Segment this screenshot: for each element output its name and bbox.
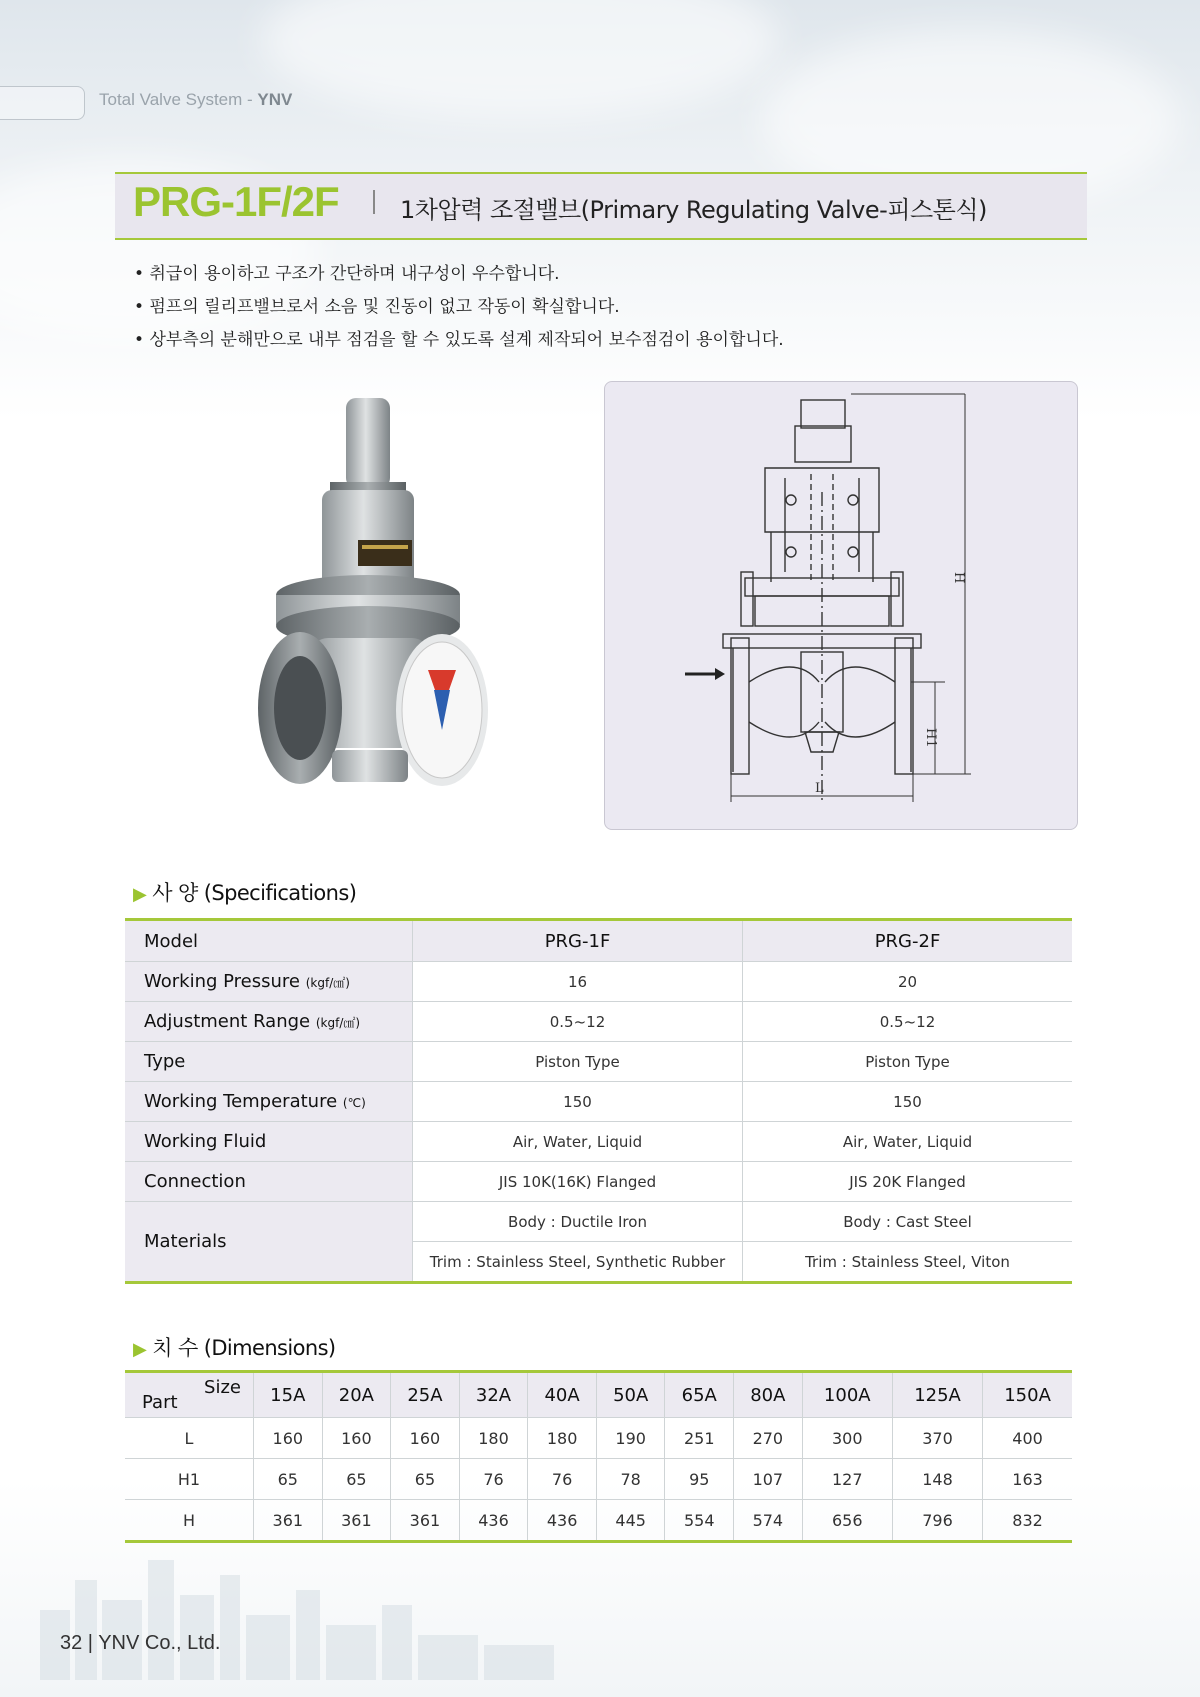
valve-cross-section-drawing: [605, 382, 1077, 829]
dimension-value: 76: [459, 1459, 528, 1500]
technical-drawing-panel: [604, 381, 1078, 830]
dimension-value: 370: [892, 1418, 982, 1459]
spec-value: Piston Type: [743, 1042, 1073, 1082]
spec-value: JIS 10K(16K) Flanged: [413, 1162, 743, 1202]
dimension-label-l: L: [815, 781, 824, 796]
dimension-value: 65: [254, 1459, 323, 1500]
dimension-value: 95: [665, 1459, 734, 1500]
dimension-value: 76: [528, 1459, 597, 1500]
part-label: H1: [125, 1459, 254, 1500]
size-header: 100A: [802, 1372, 892, 1418]
spec-value: Body : Cast Steel: [743, 1202, 1073, 1242]
size-header: 25A: [391, 1372, 460, 1418]
spec-label: Working Pressure (kgf/㎠): [125, 962, 413, 1002]
table-row: [125, 1082, 1072, 1122]
part-label: L: [125, 1418, 254, 1459]
specifications-table: [125, 918, 1072, 1284]
spec-label: Connection: [125, 1162, 413, 1202]
dimension-value: 656: [802, 1500, 892, 1542]
table-row: [125, 1122, 1072, 1162]
dimension-value: 78: [596, 1459, 665, 1500]
product-model-title: PRG-1F/2F: [133, 178, 339, 225]
dimension-value: 251: [665, 1418, 734, 1459]
feature-item: • 펌프의 릴리프밸브로서 소음 및 진동이 없고 작동이 확실합니다.: [134, 291, 784, 324]
dimension-value: 574: [734, 1500, 803, 1542]
dimension-value: 190: [596, 1418, 665, 1459]
triangle-bullet-icon: ▶: [133, 884, 147, 905]
spec-value: 0.5~12: [743, 1002, 1073, 1042]
dimension-value: 300: [802, 1418, 892, 1459]
page-number: 32: [60, 1632, 83, 1654]
table-row: [125, 962, 1072, 1002]
dimensions-table: [125, 1370, 1072, 1543]
dimension-value: 554: [665, 1500, 734, 1542]
dimension-value: 180: [459, 1418, 528, 1459]
spec-value: JIS 20K Flanged: [743, 1162, 1073, 1202]
header-brand: Total Valve System - YNV: [99, 90, 293, 109]
table-row: [125, 1162, 1072, 1202]
spec-value: 150: [413, 1082, 743, 1122]
dimension-value: 361: [391, 1500, 460, 1542]
dimension-value: 163: [983, 1459, 1072, 1500]
size-header: 65A: [665, 1372, 734, 1418]
size-header: 150A: [983, 1372, 1072, 1418]
dimension-value: 436: [528, 1500, 597, 1542]
dimension-value: 160: [254, 1418, 323, 1459]
product-description: 1차압력 조절밸브(Primary Regulating Valve-피스톤식): [400, 196, 987, 224]
feature-list: [134, 258, 784, 357]
background-cloud: [260, 0, 780, 120]
spec-value: 0.5~12: [413, 1002, 743, 1042]
dimension-value: 436: [459, 1500, 528, 1542]
page-footer: 32 | YNV Co., Ltd.: [60, 1632, 221, 1654]
table-header-model: Model: [125, 920, 413, 962]
spec-value: Trim : Stainless Steel, Synthetic Rubber: [413, 1242, 743, 1283]
table-header-model-1: PRG-1F: [413, 920, 743, 962]
dimension-value: 400: [983, 1418, 1072, 1459]
spec-label: Adjustment Range (kgf/㎠): [125, 1002, 413, 1042]
valve-product-photo: [250, 390, 500, 820]
size-header: 40A: [528, 1372, 597, 1418]
spec-label: Materials: [125, 1202, 413, 1283]
size-header: 32A: [459, 1372, 528, 1418]
spec-label: Type: [125, 1042, 413, 1082]
dimension-label-h: H: [951, 572, 966, 584]
size-header: 20A: [322, 1372, 391, 1418]
dimension-value: 160: [391, 1418, 460, 1459]
spec-value: Body : Ductile Iron: [413, 1202, 743, 1242]
city-skyline-decoration: [0, 1540, 600, 1680]
dimension-value: 270: [734, 1418, 803, 1459]
table-row: [125, 1042, 1072, 1082]
spec-value: Piston Type: [413, 1042, 743, 1082]
table-row: [125, 1418, 1072, 1459]
spec-value: Air, Water, Liquid: [743, 1122, 1073, 1162]
spec-value: 150: [743, 1082, 1073, 1122]
dimension-label-h1: H1: [923, 728, 938, 748]
dimension-value: 160: [322, 1418, 391, 1459]
corner-size-label: Size: [204, 1377, 241, 1398]
dimension-value: 65: [322, 1459, 391, 1500]
size-header: 80A: [734, 1372, 803, 1418]
dimension-value: 127: [802, 1459, 892, 1500]
spec-label: Working Temperature (℃): [125, 1082, 413, 1122]
title-divider: [373, 190, 375, 214]
triangle-bullet-icon: ▶: [133, 1339, 147, 1360]
dimension-value: 445: [596, 1500, 665, 1542]
spec-value: 20: [743, 962, 1073, 1002]
title-bar: [115, 172, 1087, 240]
dimension-value: 832: [983, 1500, 1072, 1542]
size-header: 15A: [254, 1372, 323, 1418]
table-row: [125, 1372, 1072, 1418]
table-row: [125, 1202, 1072, 1242]
dimension-value: 796: [892, 1500, 982, 1542]
company-name: YNV Co., Ltd.: [98, 1632, 221, 1654]
size-header: 125A: [892, 1372, 982, 1418]
header-tab: [0, 86, 85, 120]
dimension-value: 65: [391, 1459, 460, 1500]
feature-item: • 상부측의 분해만으로 내부 점검을 할 수 있도록 설계 제작되어 보수점검이 용이합니다.: [134, 324, 784, 357]
specifications-heading: ▶ 사 양 (Specifications): [133, 881, 357, 905]
table-row: [125, 920, 1072, 962]
feature-item: • 취급이 용이하고 구조가 간단하며 내구성이 우수합니다.: [134, 258, 784, 291]
dimension-value: 180: [528, 1418, 597, 1459]
dimension-value: 361: [322, 1500, 391, 1542]
spec-value: Air, Water, Liquid: [413, 1122, 743, 1162]
spec-label: Working Fluid: [125, 1122, 413, 1162]
table-row: [125, 1500, 1072, 1542]
table-header-model-2: PRG-2F: [743, 920, 1073, 962]
size-header: 50A: [596, 1372, 665, 1418]
spec-value: 16: [413, 962, 743, 1002]
spec-value: Trim : Stainless Steel, Viton: [743, 1242, 1073, 1283]
dimension-value: 148: [892, 1459, 982, 1500]
dimension-value: 107: [734, 1459, 803, 1500]
corner-part-label: Part: [142, 1392, 178, 1413]
dimension-value: 361: [254, 1500, 323, 1542]
table-row: [125, 1459, 1072, 1500]
dimensions-heading: ▶ 치 수 (Dimensions): [133, 1336, 336, 1360]
table-row: [125, 1002, 1072, 1042]
table-corner-header: [125, 1372, 254, 1418]
part-label: H: [125, 1500, 254, 1542]
